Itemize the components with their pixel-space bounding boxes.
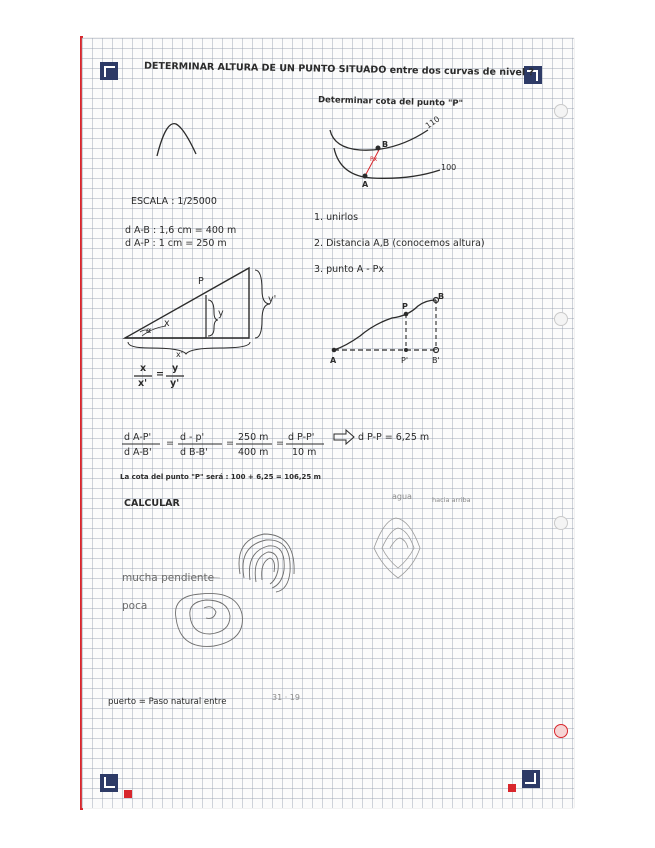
- implies-arrow-icon: [334, 430, 354, 444]
- contour-sketch-steep: [239, 534, 294, 592]
- cota-result: La cota del punto "P" será : 100 + 6,25 = 106,25 m: [120, 473, 321, 481]
- triangle-diagram: [125, 268, 249, 338]
- ratio-x2: x': [138, 378, 148, 389]
- formula-f4-den: 10 m: [292, 447, 317, 458]
- triangle-y-label: y: [218, 308, 224, 319]
- profile-b-label: B: [438, 292, 445, 301]
- step-1: 1. unirlos: [314, 212, 359, 223]
- terrain-profile-curve: [334, 300, 436, 350]
- triangle-x2-label: x': [176, 350, 183, 359]
- mucha-pendiente-note: mucha pendiente: [122, 572, 215, 584]
- point-b-label: B: [382, 140, 389, 149]
- formula-f1-den: d A-B': [124, 447, 152, 458]
- step-2: 2. Distancia A,B (conocemos altura): [314, 238, 485, 249]
- ratio-x: x: [140, 363, 147, 374]
- formula-eq-1: =: [166, 438, 174, 449]
- profile-b2-label: B': [432, 356, 440, 365]
- triangle-x-label: x: [164, 318, 170, 329]
- triangle-p-label: P: [198, 276, 204, 287]
- formula-eq-2: =: [226, 438, 234, 449]
- distance-ab-text: d A-B : 1,6 cm = 400 m: [125, 225, 237, 236]
- poca-note: poca: [122, 600, 148, 612]
- triangle-y2-label: y': [268, 294, 277, 305]
- step-3: 3. punto A - Px: [314, 264, 385, 275]
- valley-sketch: [374, 518, 420, 578]
- ratio-equals: =: [156, 369, 164, 380]
- contour-label-110: 110: [423, 114, 442, 131]
- right-heading: Determinar cota del punto "P": [317, 95, 464, 109]
- hacia-arriba-note: hacia arriba: [432, 496, 471, 504]
- distance-ap-text: d A-P : 1 cm = 250 m: [125, 238, 227, 249]
- contour-label-100: 100: [441, 163, 457, 172]
- ratio-y: y: [172, 363, 179, 374]
- formula-f3-den: 400 m: [238, 447, 269, 458]
- hill-profile-sketch: [157, 124, 196, 156]
- puerto-note: puerto = Paso natural entre: [108, 697, 227, 707]
- escala-text: ESCALA : 1/25000: [131, 196, 217, 207]
- formula-f2-den: d B-B': [180, 447, 208, 458]
- calcular-heading: CALCULAR: [124, 498, 180, 509]
- agua-note: agua: [392, 492, 412, 501]
- ratio-y2: y': [170, 378, 180, 389]
- profile-a-label: A: [330, 356, 337, 365]
- contour-line-100: [334, 148, 440, 178]
- point-b-dot: [376, 146, 381, 151]
- formula-f4-num: d P-P': [288, 432, 315, 443]
- formula-eq-3: =: [276, 438, 284, 449]
- contour-sketch-gentle: [176, 593, 243, 646]
- point-a-dot: [363, 174, 368, 179]
- point-px-label: Px: [370, 156, 378, 163]
- point-a-label: A: [362, 180, 369, 189]
- triangle-alpha-label: α: [146, 326, 152, 335]
- profile-p2-label: P': [401, 356, 409, 365]
- formula-f1-num: d A-P': [124, 432, 152, 443]
- page-number: 31 · 19: [272, 693, 300, 702]
- formula-f2-num: d - p': [180, 432, 205, 443]
- profile-p-label: P: [402, 302, 408, 311]
- formula-f3-num: 250 m: [238, 432, 269, 443]
- page-title: DETERMINAR ALTURA DE UN PUNTO SITUADO entre dos curvas de nivel ?: [143, 60, 535, 79]
- formula-result: d P-P = 6,25 m: [358, 432, 430, 443]
